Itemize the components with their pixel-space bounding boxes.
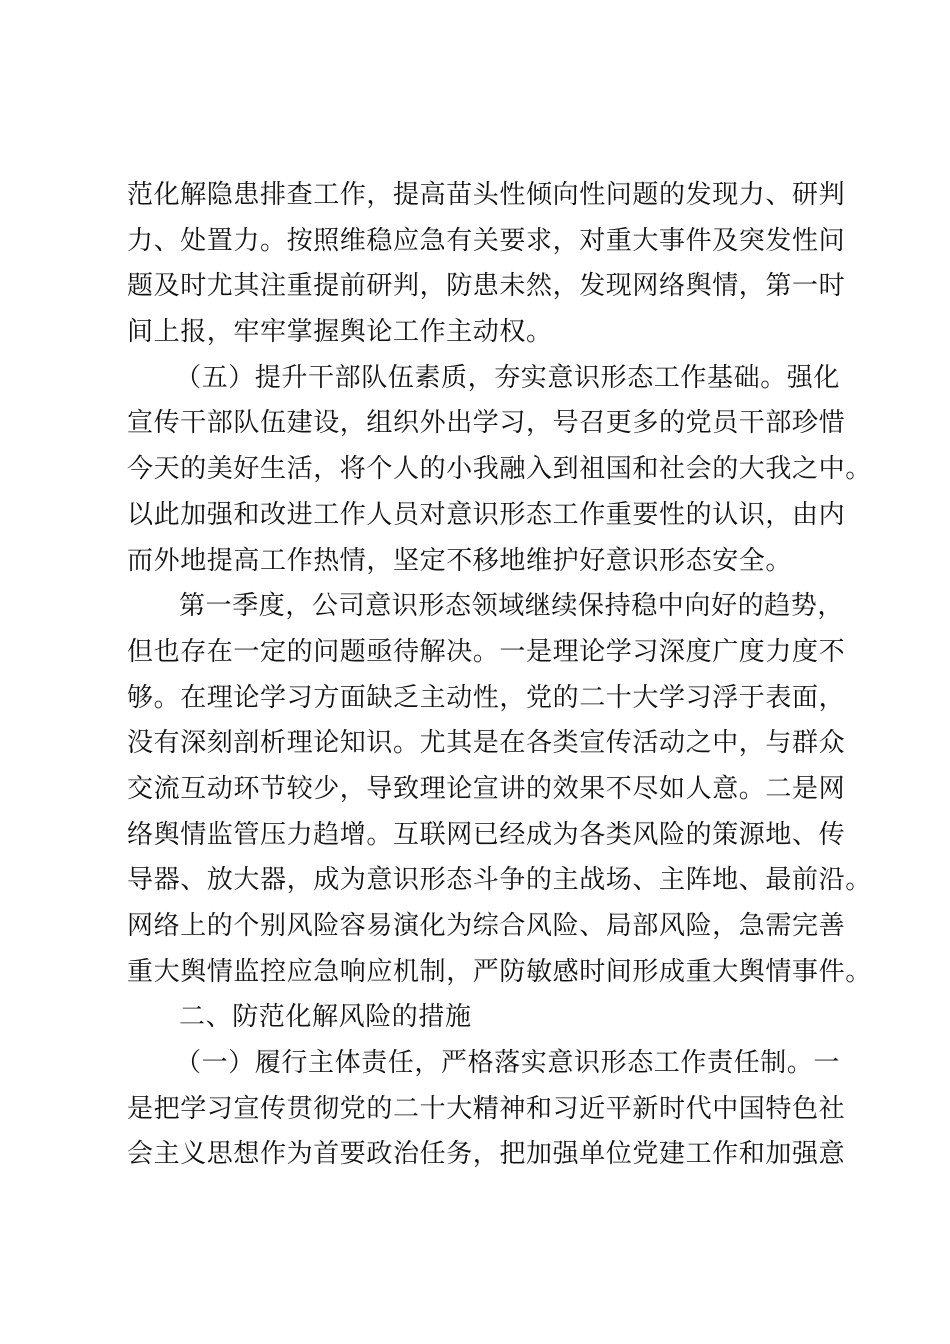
text-line: 交流互动环节较少，导致理论宣讲的效果不尽如人意。二是网 xyxy=(127,773,846,804)
text-line: 以此加强和改进工作人员对意识形态工作重要性的认识，由内 xyxy=(127,499,846,530)
text-line: 是把学习宣传贯彻党的二十大精神和习近平新时代中国特色社 xyxy=(127,1093,846,1124)
text-line: 但也存在一定的问题亟待解决。一是理论学习深度广度力度不 xyxy=(127,636,846,667)
section-title: 二、防范化解风险的措施 xyxy=(179,1002,472,1033)
text-line: 题及时尤其注重提前研判，防患未然，发现网络舆情，第一时 xyxy=(127,271,846,302)
section-heading-line: （五）提升干部队伍素质，夯实意识形态工作基础。强化 xyxy=(175,362,841,393)
text-line: 宣传干部队伍建设，组织外出学习，号召更多的党员干部珍惜 xyxy=(127,408,846,439)
paragraph-start-line: 第一季度，公司意识形态领域继续保持稳中向好的趋势， xyxy=(179,591,845,622)
text-line: 重大舆情监控应急响应机制，严防敏感时间形成重大舆情事件。 xyxy=(127,956,872,987)
text-line: 会主义思想作为首要政治任务，把加强单位党建工作和加强意 xyxy=(127,1139,846,1170)
body-text xyxy=(127,173,872,1178)
text-line: 没有深刻剖析理论知识。尤其是在各类宣传活动之中，与群众 xyxy=(127,728,846,759)
text-line: 络舆情监管压力趋增。互联网已经成为各类风险的策源地、传 xyxy=(127,819,846,850)
subsection-heading-line: （一）履行主体责任，严格落实意识形态工作责任制。一 xyxy=(175,1048,841,1079)
text-line: 间上报，牢牢掌握舆论工作主动权。 xyxy=(127,317,553,348)
text-line: 范化解隐患排查工作，提高苗头性倾向性问题的发现力、研判 xyxy=(127,180,846,210)
text-line: 够。在理论学习方面缺乏主动性，党的二十大学习浮于表面， xyxy=(127,682,846,713)
text-line: 网络上的个别风险容易演化为综合风险、局部风险，急需完善 xyxy=(127,911,846,941)
text-line: 力、处置力。按照维稳应急有关要求，对重大事件及突发性问 xyxy=(127,225,846,256)
text-line: 今天的美好生活，将个人的小我融入到祖国和社会的大我之中。 xyxy=(127,454,872,485)
text-line: 导器、放大器，成为意识形态斗争的主战场、主阵地、最前沿。 xyxy=(127,865,872,896)
text-line: 而外地提高工作热情，坚定不移地维护好意识形态安全。 xyxy=(127,545,793,576)
